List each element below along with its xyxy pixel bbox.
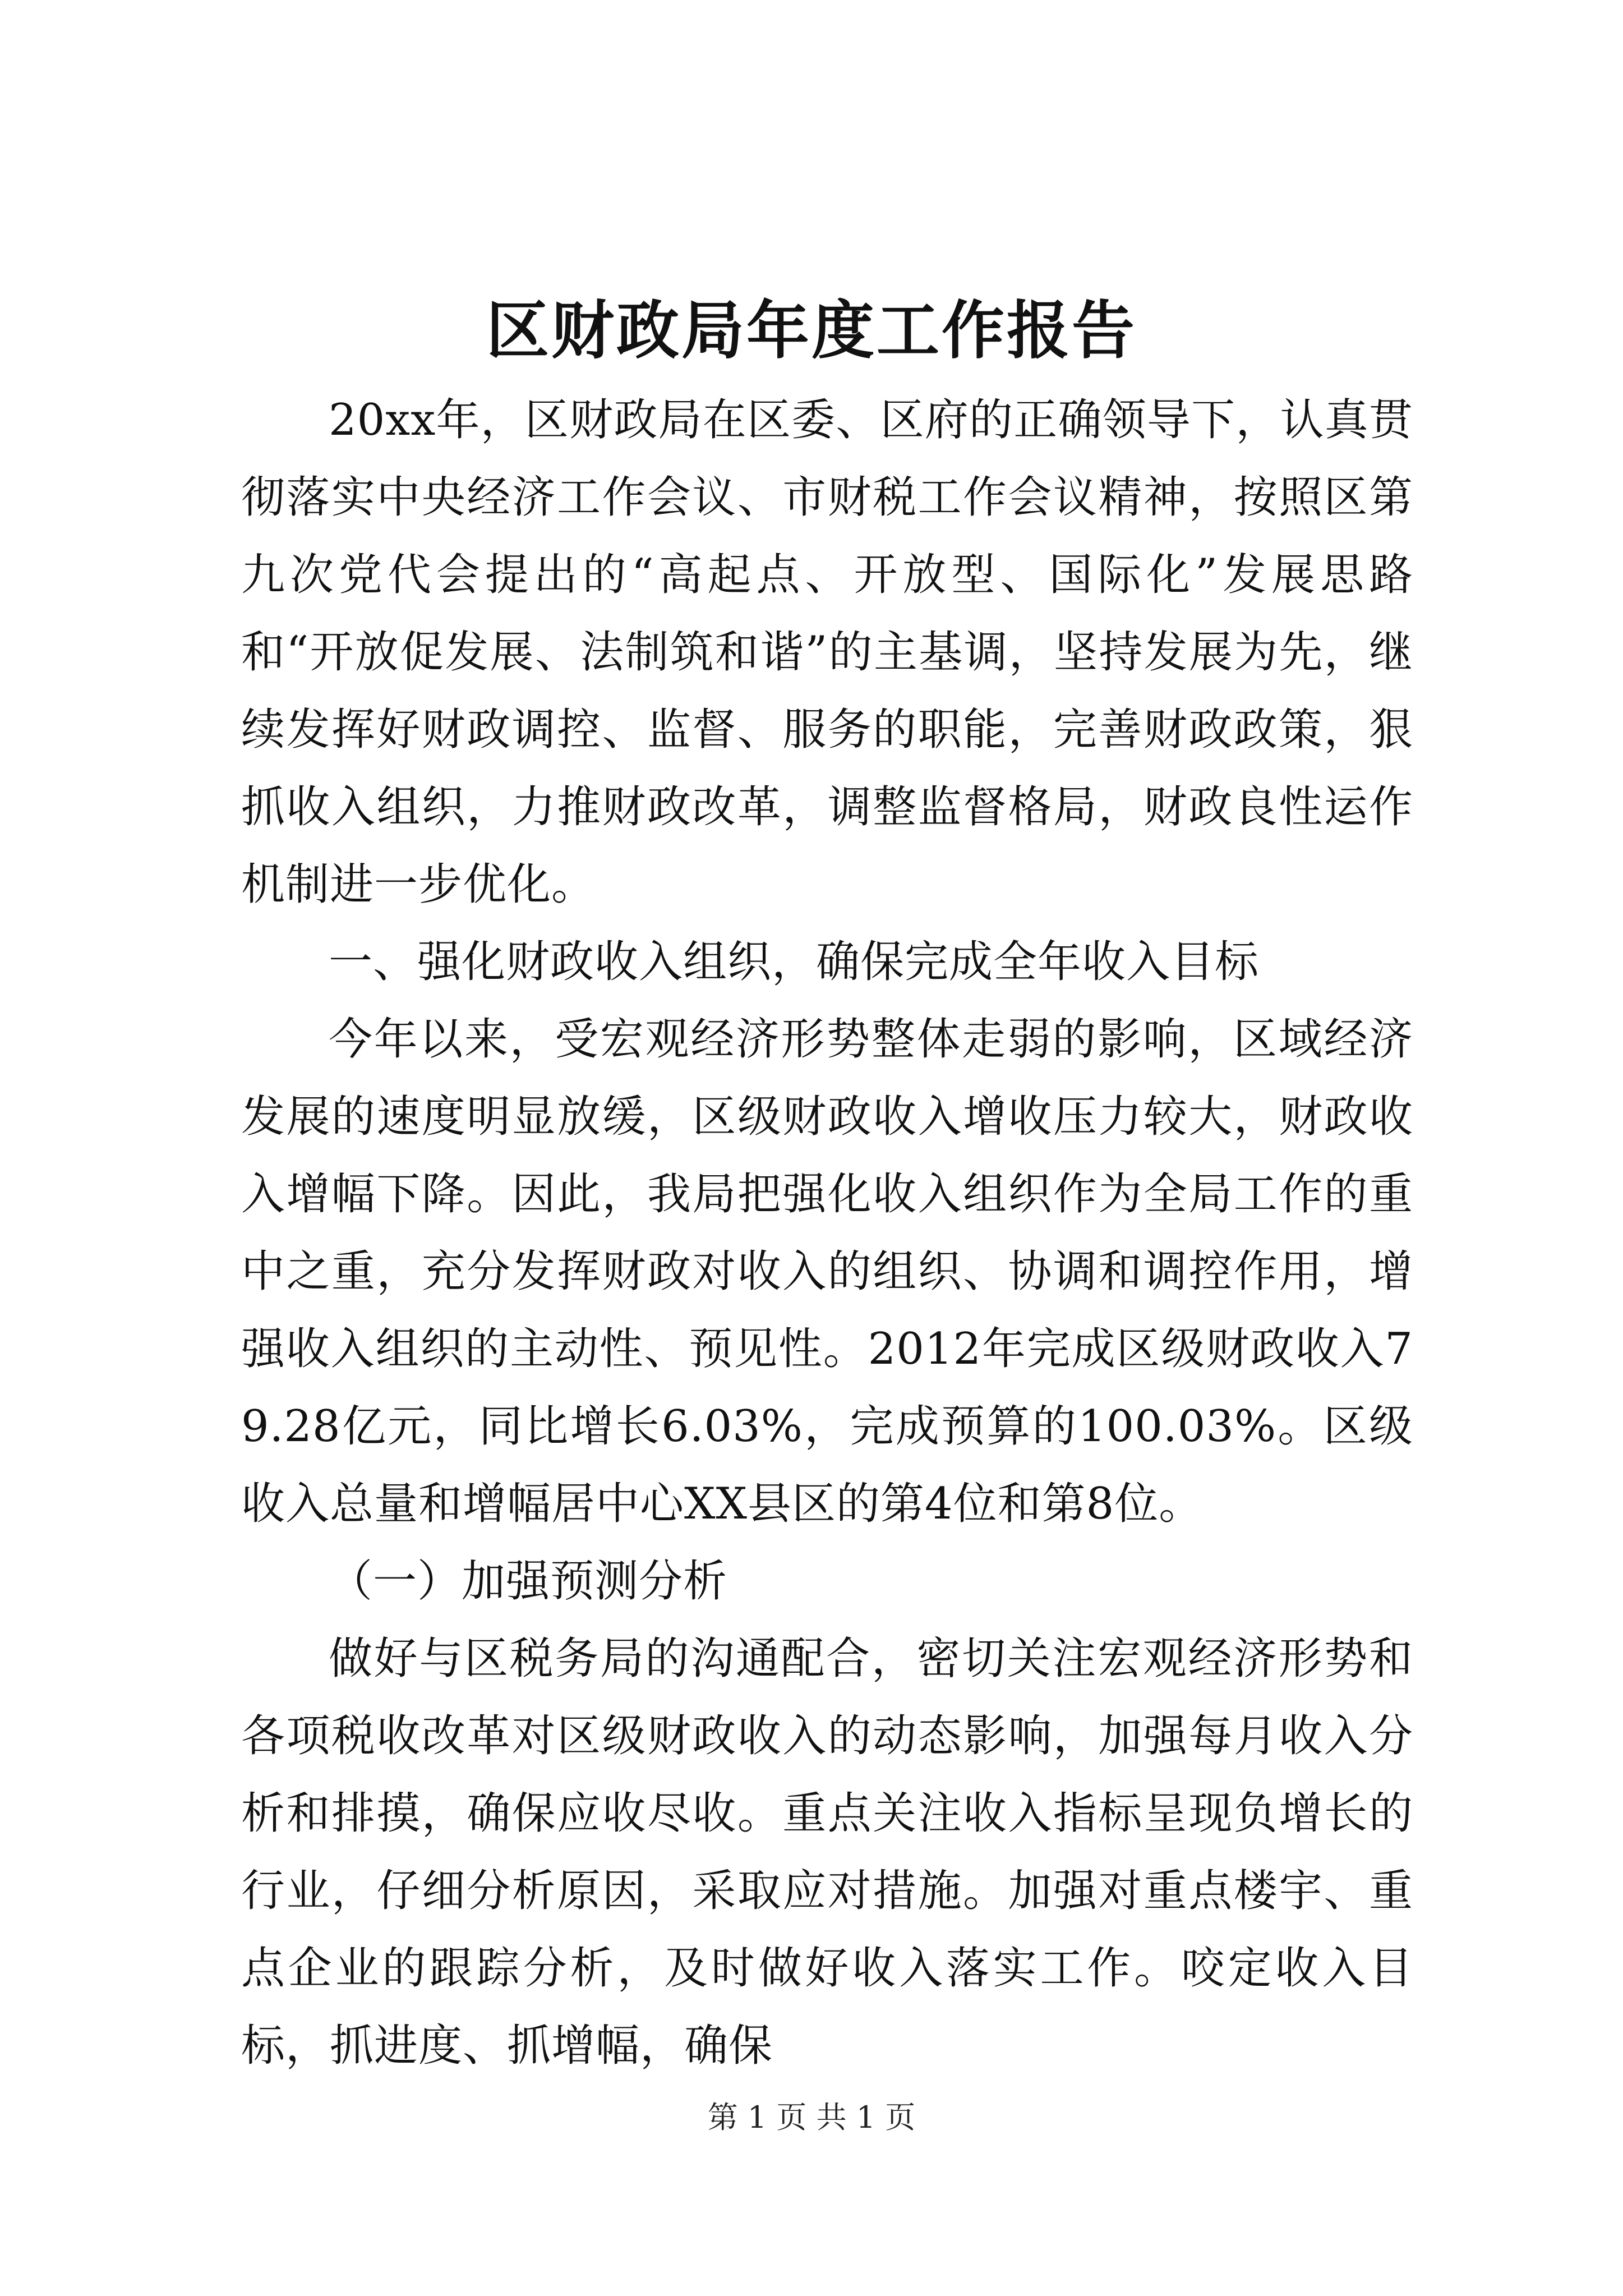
page-number-footer: 第 1 页 共 1 页	[707, 2100, 916, 2135]
subsection-1-paragraph: 做好与区税务局的沟通配合，密切关注宏观经济形势和各项税收改革对区级财政收入的动态影响，加强每月收入分析和排摸，确保应收尽收。重点关注收入指标呈现负增长的行业，仔细分析原因，采取应对措施。加强对重点楼宇、重点企业的跟踪分析，及时做好收入落实工作。咬定收入目标，抓进度、抓增幅，确保	[241, 1634, 1413, 2071]
subsection-heading-1: （一）加强预测分析	[329, 1556, 728, 1607]
section-1-paragraph: 今年以来，受宏观经济形势整体走弱的影响，区域经济发展的速度明显放缓，区级财政收入增收压力较大，财政收入增幅下降。因此，我局把强化收入组织作为全局工作的重中之重，充分发挥财政对收入的组织、协调和调控作用，增强收入组织的主动性、预见性。2012年完成区级财政收入79.28亿元，同比增长6.03%，完成预算的100.03%。区级收入总量和增幅居中心XX县区的第4位和第8位。	[241, 1014, 1413, 1529]
document-body	[241, 381, 1413, 2085]
document-title: 区财政局年度工作报告	[486, 294, 1137, 367]
section-heading-1: 一、强化财政收入组织，确保完成全年收入目标	[329, 937, 1260, 987]
intro-paragraph: 20xx年，区财政局在区委、区府的正确领导下，认真贯彻落实中央经济工作会议、市财税工作会议精神，按照区第九次党代会提出的“高起点、开放型、国际化”发展思路和“开放促发展、法制筑和谐”的主基调，坚持发展为先，继续发挥好财政调控、监督、服务的职能，完善财政政策，狠抓收入组织，力推财政改革，调整监督格局，财政良性运作机制进一步优化。	[241, 395, 1413, 910]
